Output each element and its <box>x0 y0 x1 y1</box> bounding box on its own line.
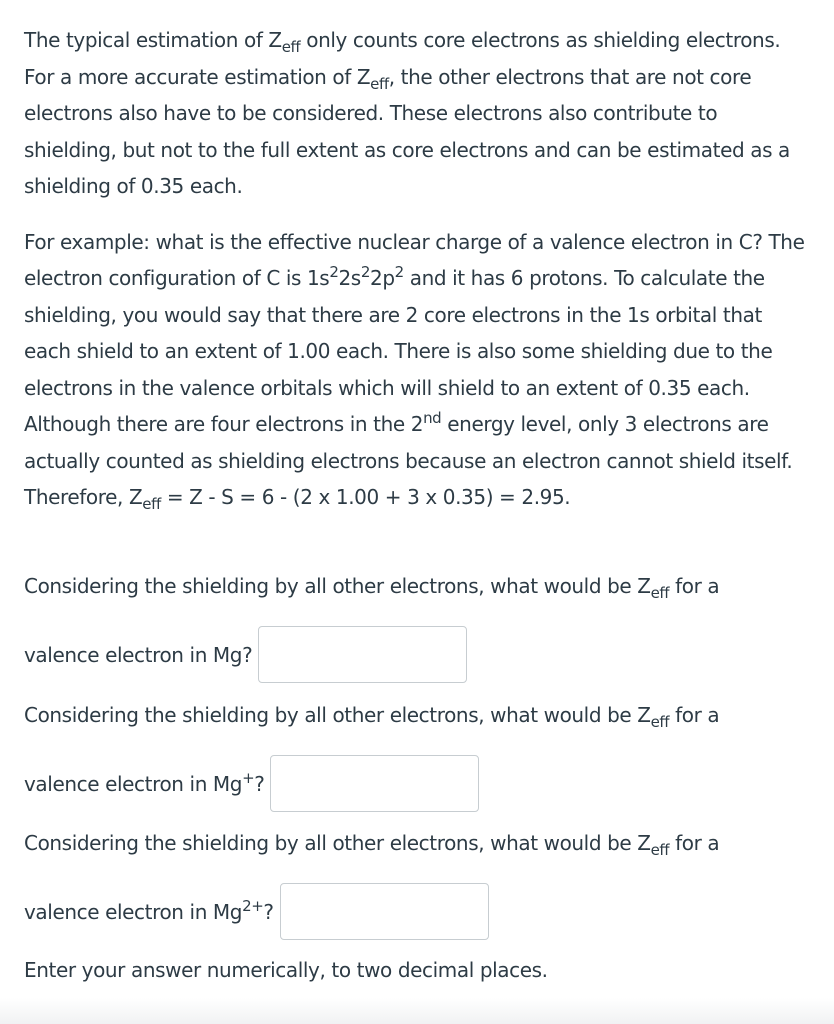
question-prefix: Considering the shielding by all other electrons, what would be Z <box>24 703 651 727</box>
zeff-subscript: eff <box>370 74 389 93</box>
charge-superscript: 2+ <box>242 896 264 915</box>
zeff-subscript: eff <box>650 584 670 602</box>
question-species: valence electron in Mg? <box>24 642 253 667</box>
example-text: 2s <box>338 266 361 290</box>
species-text: valence electron in Mg <box>24 899 243 924</box>
intro-text: only counts core electrons as shielding electrons. For a more accurate estimation of Z <box>24 28 781 89</box>
intro-paragraph <box>24 22 814 205</box>
answer-input-mg-2plus[interactable] <box>280 883 489 940</box>
answer-input-mg-plus[interactable] <box>270 755 479 812</box>
question-mark: ? <box>263 899 274 924</box>
intro-text: The typical estimation of Z <box>24 28 282 52</box>
charge-superscript: + <box>242 768 255 787</box>
example-text: and it has 6 protons. To calculate the shielding, you would say that there are 2 core electrons in the 1s orbital that each shield to an extent of 1.00 each. There is also some shielding due to the electrons in the valence orbitals which will shield to an extent of 0.35 each. Although there are four electrons in the 2 <box>24 266 773 436</box>
superscript: 2 <box>394 263 404 281</box>
question-prompt <box>24 574 720 602</box>
question-mark: ? <box>254 771 265 796</box>
question-line2 <box>24 755 479 812</box>
species-text: valence electron in Mg <box>24 771 243 796</box>
question-prefix: Considering the shielding by all other electrons, what would be Z <box>24 831 651 855</box>
zeff-subscript: eff <box>142 495 161 513</box>
zeff-subscript: eff <box>650 713 670 731</box>
question-prefix: Considering the shielding by all other electrons, what would be Z <box>24 574 651 598</box>
example-text: 2p <box>370 266 395 290</box>
question-suffix: for a <box>669 831 720 855</box>
question-prompt <box>24 831 720 859</box>
superscript: nd <box>423 409 442 427</box>
question-suffix: for a <box>669 574 720 598</box>
example-text: = Z - S = 6 - (2 x 1.00 + 3 x 0.35) = 2.95. <box>160 485 571 509</box>
question-line2 <box>24 626 467 683</box>
example-paragraph <box>24 224 814 516</box>
superscript: 2 <box>360 263 370 281</box>
question-prompt <box>24 703 720 731</box>
problem-text <box>24 22 814 516</box>
question-species <box>24 768 265 796</box>
question-suffix: for a <box>669 703 720 727</box>
superscript: 2 <box>329 263 339 281</box>
example-text: energy level, only 3 electrons are actually counted as shielding electrons because an electron cannot shield itself. Therefore, Z <box>24 412 793 509</box>
answer-input-mg[interactable] <box>258 626 467 683</box>
zeff-subscript: eff <box>281 38 301 56</box>
question-species <box>24 896 274 924</box>
intro-text: , the other electrons that are not core electrons also have to be considered. These electrons also contribute to shielding, but not to the full extent as core electrons and can be estimated as a shielding of 0.35 each. <box>24 64 790 198</box>
answer-format-note: Enter your answer numerically, to two decimal places. <box>24 958 548 982</box>
zeff-subscript: eff <box>650 841 670 859</box>
question-line2 <box>24 883 489 940</box>
example-text: For example: what is the effective nuclear charge of a valence electron in C? The electron configuration of C is 1s <box>24 229 805 290</box>
bottom-shade <box>0 998 834 1024</box>
